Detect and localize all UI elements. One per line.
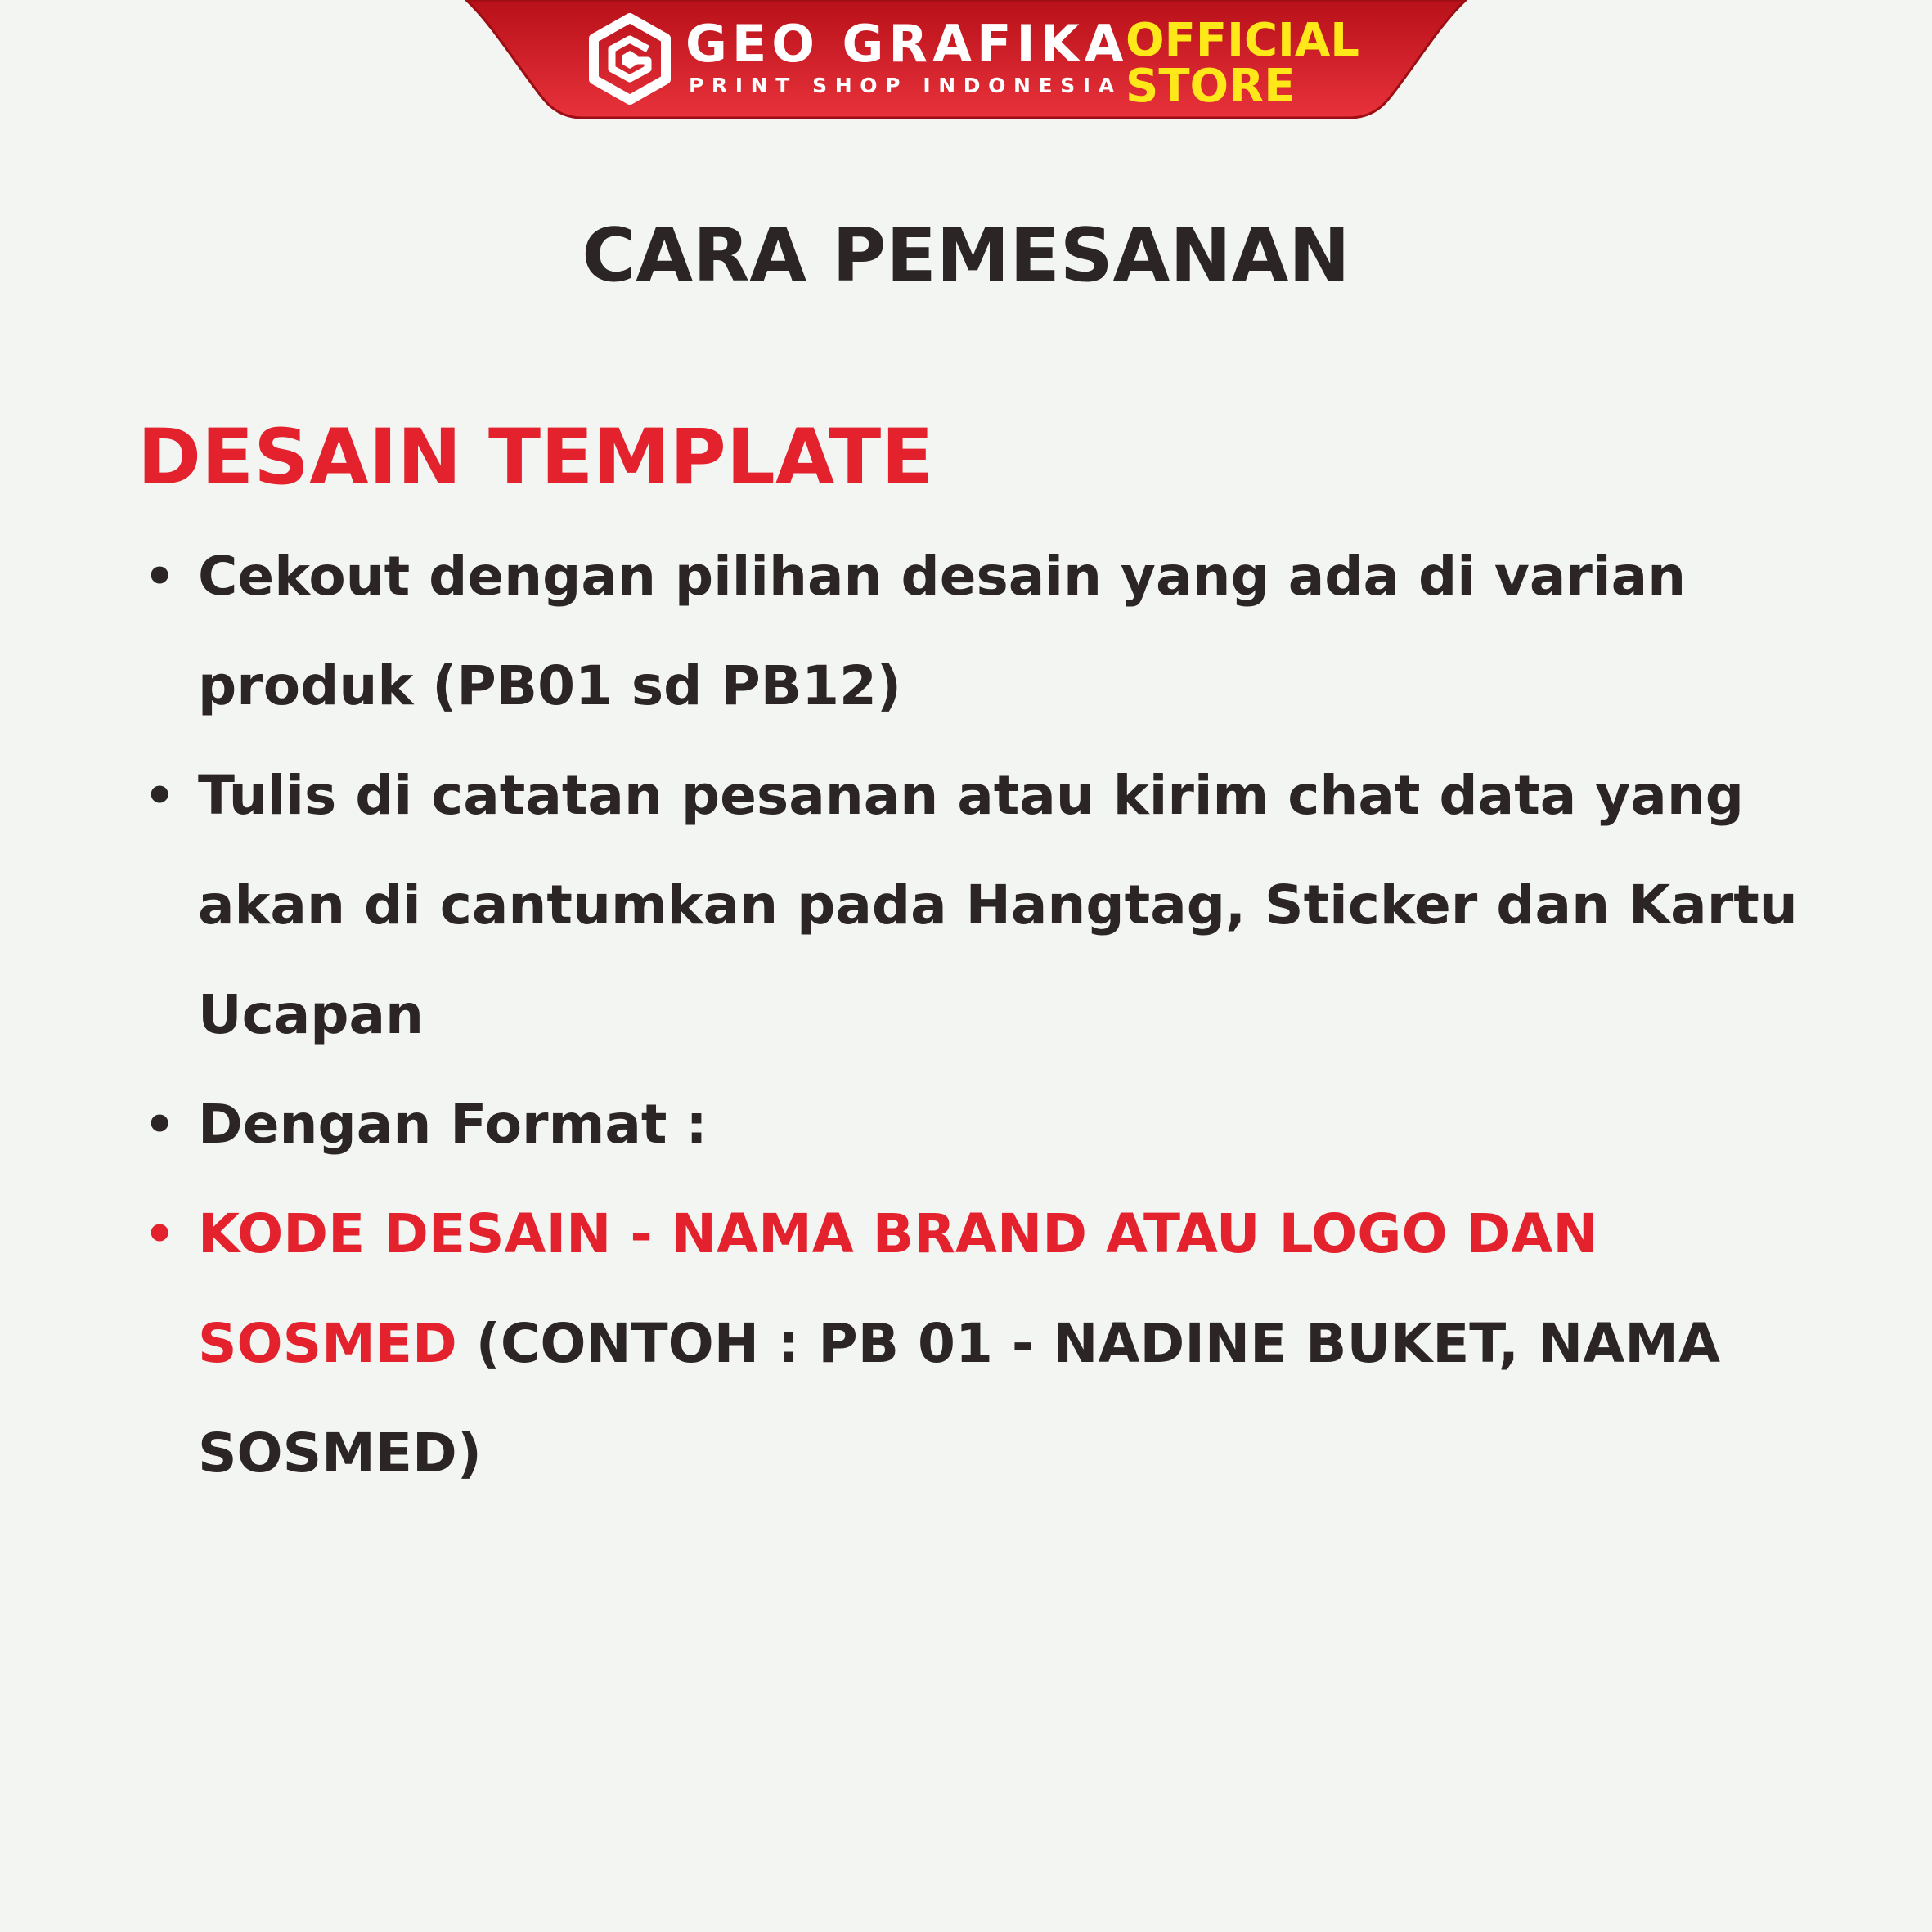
- list-item-text: Tulis di catatan pesanan atau kirim chat data yang akan di cantumkan pada Hangtag, Sticker dan Kartu Ucapan: [198, 764, 1798, 1046]
- store-label: STORE: [1126, 60, 1296, 113]
- list-item-text: Dengan Format :: [198, 1093, 708, 1156]
- list-item: [137, 1070, 1855, 1179]
- list-item-text: Cekout dengan pilihan desain yang ada di varian produk (PB01 sd PB12): [198, 545, 1687, 717]
- format-code-text: KODE DESAIN - NAMA BRAND ATAU LOGO DAN SOSMED: [198, 1202, 1598, 1375]
- page-title: CARA PEMESANAN: [582, 213, 1350, 299]
- list-item: [137, 522, 1855, 741]
- instruction-list: [137, 522, 1855, 1508]
- brand-tagline: PRINT SHOP INDONESIA: [689, 74, 1122, 97]
- official-store-badge: [1126, 14, 1359, 113]
- bullet-icon: •: [144, 767, 176, 824]
- brand-name: GEO GRAFIKA: [685, 14, 1129, 74]
- official-label: OFFICIAL: [1126, 14, 1359, 67]
- header-banner: [0, 0, 1932, 131]
- bullet-icon: •: [144, 1096, 176, 1153]
- bullet-icon: •: [144, 1206, 176, 1263]
- format-example-text: (CONTOH : PB 01 - NADINE BUKET, NAMA SOSMED): [198, 1312, 1721, 1485]
- format-list-item: [137, 1179, 1855, 1508]
- section-heading: DESAIN TEMPLATE: [137, 413, 934, 502]
- geo-grafika-logo-icon: [587, 13, 672, 105]
- list-item: [137, 741, 1855, 1070]
- bullet-icon: •: [144, 548, 176, 605]
